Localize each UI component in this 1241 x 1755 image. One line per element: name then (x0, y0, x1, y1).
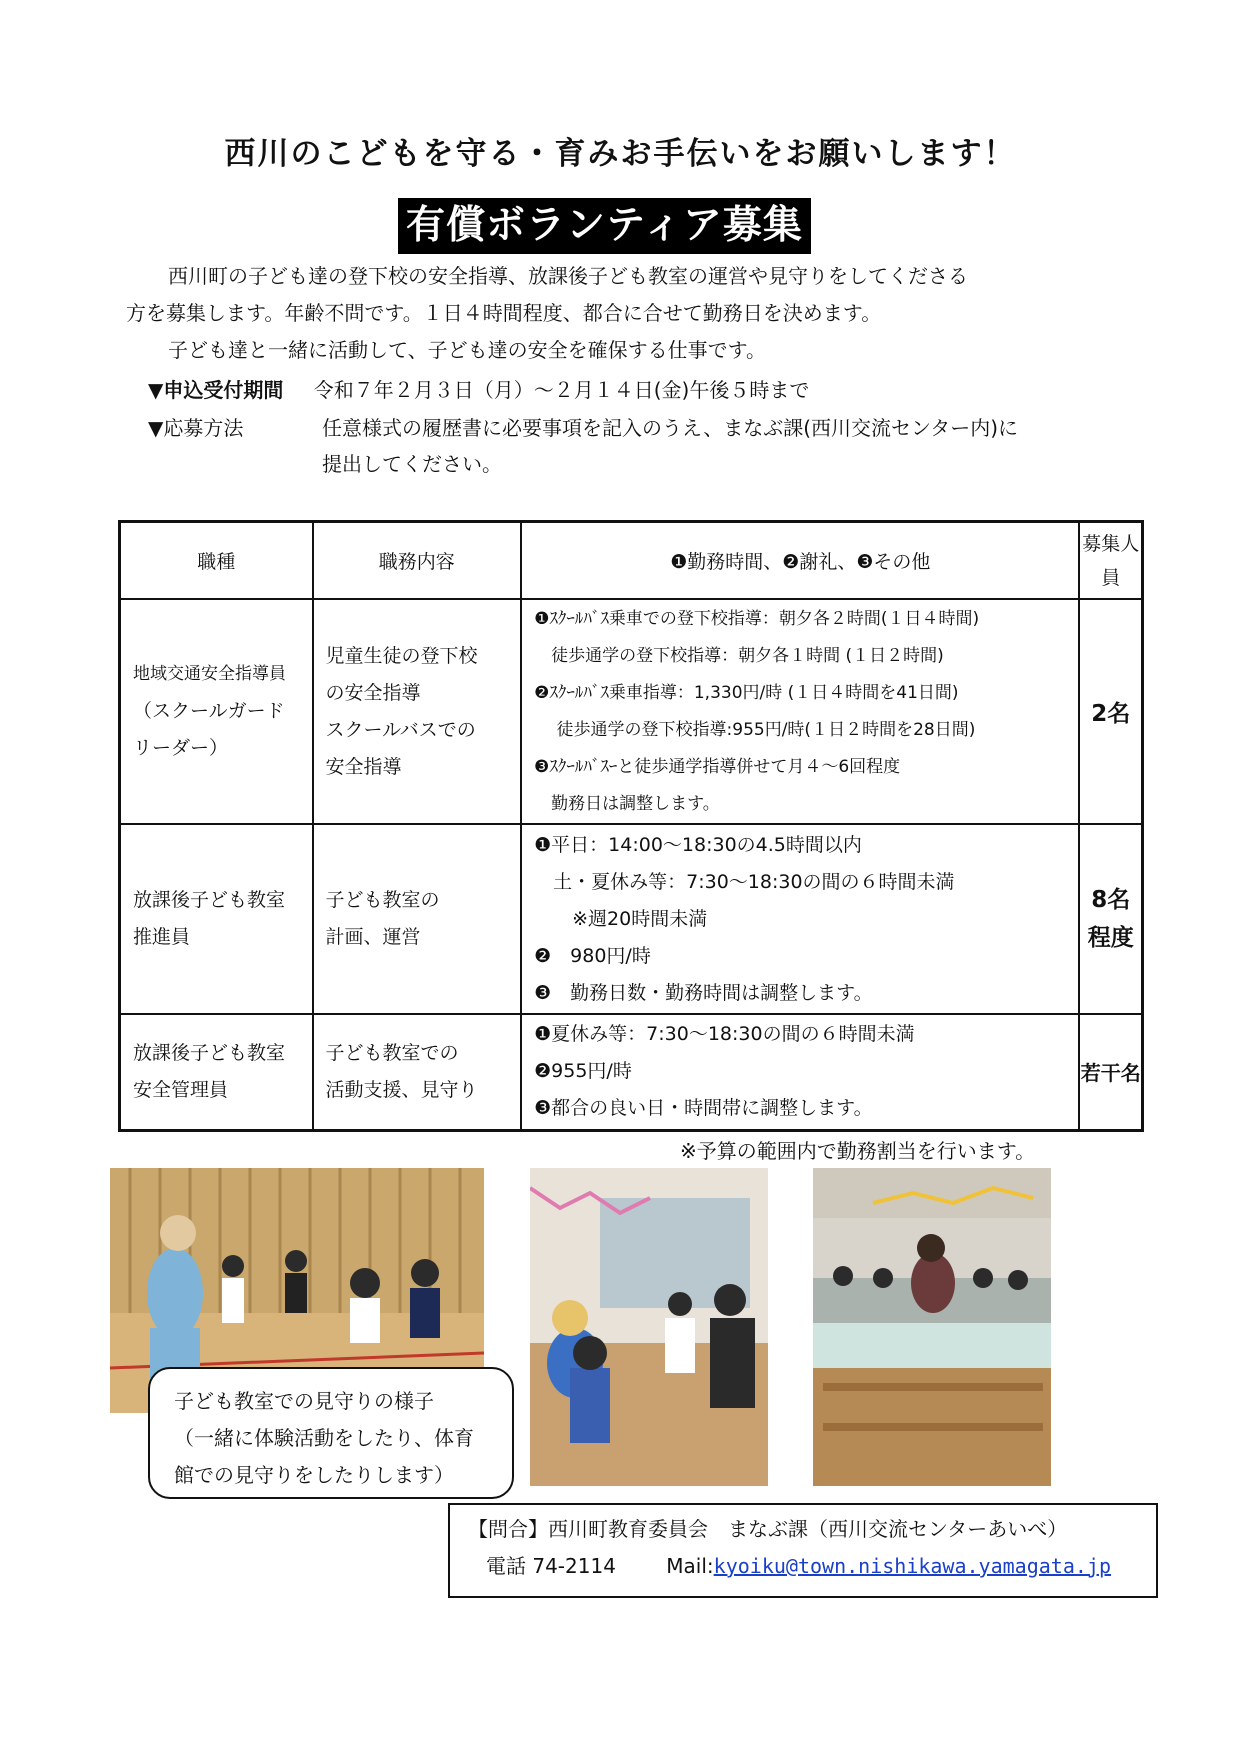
intro-text (126, 258, 1108, 369)
contact-phone: 電話 74-2114 (486, 1554, 616, 1578)
details-cell (521, 824, 1079, 1014)
job-line: 地域交通安全指導員 (133, 664, 286, 684)
job-line: 推進員 (133, 926, 191, 948)
job-cell (120, 1014, 313, 1130)
duty-line: 児童生徒の登下校 (325, 644, 478, 667)
photo-classroom (530, 1168, 768, 1486)
method-label: ▼応募方法 (148, 416, 244, 440)
intro-line: 西川町の子ども達の登下校の安全指導、放課後子ども教室の運営や見守りをしてくださる (148, 264, 968, 288)
caption-line: 館での見守りをしたりします） (174, 1463, 454, 1487)
duty-line: 安全指導 (325, 755, 402, 778)
caption-line: 子ども教室での見守りの様子 (174, 1389, 434, 1413)
job-table (118, 520, 1144, 1132)
job-line: 安全管理員 (133, 1078, 229, 1101)
photo-classroom-art (530, 1168, 768, 1486)
count-cell: 8名程度 (1079, 824, 1142, 1014)
duty-cell (313, 599, 522, 824)
job-line: 放課後子ども教室 (133, 1041, 286, 1064)
details-line: ❸ 勤務日数・勤務時間は調整します。 (534, 981, 873, 1004)
job-line: 放課後子ども教室 (133, 889, 286, 911)
caption-line: （一緒に体験活動をしたり、体育 (174, 1426, 474, 1450)
header-job: 職種 (120, 522, 313, 600)
period-value: 令和７年２月３日（月）～２月１４日(金)午後５時まで (313, 378, 810, 402)
photo-classroom-tables-art (813, 1168, 1051, 1486)
table-row (120, 1014, 1143, 1130)
table-header-row (120, 522, 1143, 600)
duty-line: 活動支援、見守り (325, 1078, 478, 1101)
details-line: ※週20時間未満 (534, 907, 708, 930)
contact-line: 【問合】西川町教育委員会 まなぶ課（西川交流センターあいべ） (468, 1517, 1068, 1541)
table-row (120, 599, 1143, 824)
job-cell (120, 599, 313, 824)
details-line: ❶平日：14:00～18:30の4.5時間以内 (534, 833, 862, 856)
table-row (120, 824, 1143, 1014)
duty-line: 子ども教室での (325, 1041, 459, 1064)
page-title: 有償ボランティア募集 (398, 198, 811, 254)
duty-cell (313, 1014, 522, 1130)
page-subtitle: 西川のこどもを守る・育みお手伝いをお願いします！ (224, 136, 1017, 172)
details-line: 勤務日は調整します。 (534, 793, 720, 814)
photo-classroom-tables (813, 1168, 1051, 1486)
details-line: ❷955円/時 (534, 1060, 632, 1083)
count-cell: 若干名 (1079, 1014, 1142, 1130)
duty-cell (313, 824, 522, 1014)
budget-note: ※予算の範囲内で勤務割当を行います。 (680, 1139, 1036, 1163)
details-line: ❶ｽｸｰﾙﾊﾞｽ乗車での登下校指導：朝夕各２時間(１日４時間) (534, 608, 980, 629)
duty-line: 計画、運営 (325, 926, 421, 948)
details-cell (521, 599, 1079, 824)
contact-box (448, 1503, 1158, 1598)
job-line: リーダー） (133, 737, 229, 759)
details-line: 土・夏休み等：7:30～18:30の間の６時間未満 (534, 870, 955, 893)
header-duty: 職務内容 (313, 522, 522, 600)
details-line: ❷ 980円/時 (534, 944, 651, 967)
header-count: 募集人員 (1079, 522, 1142, 600)
duty-line: 子ども教室の (325, 889, 440, 911)
contact-mail-link[interactable]: kyoiku@town.nishikawa.yamagata.jp (713, 1554, 1112, 1578)
details-line: ❸都合の良い日・時間帯に調整します。 (534, 1097, 873, 1120)
details-cell (521, 1014, 1079, 1130)
period-label: ▼申込受付期間 (148, 378, 284, 402)
header-details: ❶勤務時間、❷謝礼、❸その他 (521, 522, 1079, 600)
details-line: ❷ｽｸｰﾙﾊﾞｽ乗車指導：1,330円/時 (１日４時間を41日間) (534, 682, 959, 703)
photo-caption-bubble (148, 1367, 514, 1499)
count-cell: 2名 (1079, 599, 1142, 824)
details-line: 徒歩通学の登下校指導:955円/時(１日２時間を28日間) (534, 719, 976, 740)
duty-line: スクールバスでの (325, 718, 476, 741)
job-line: （スクールガード (133, 700, 285, 722)
details-line: ❸ｽｸｰﾙﾊﾞｽｰと徒歩通学指導併せて月４～6回程度 (534, 756, 901, 777)
details-line: 徒歩通学の登下校指導：朝夕各１時間 (１日２時間) (534, 645, 944, 666)
intro-line: 方を募集します。年齢不問です。１日４時間程度、都合に合せて勤務日を決めます。 (126, 301, 882, 325)
job-cell (120, 824, 313, 1014)
method-line: 提出してください。 (322, 452, 502, 476)
details-line: ❶夏休み等：7:30～18:30の間の６時間未満 (534, 1023, 915, 1046)
contact-mail-label: Mail: (666, 1554, 714, 1578)
duty-line: の安全指導 (325, 681, 421, 704)
method-line: 任意様式の履歴書に必要事項を記入のうえ、まなぶ課(西川交流センター内)に (322, 416, 1019, 440)
intro-line: 子ども達と一緒に活動して、子ども達の安全を確保する仕事です。 (148, 338, 766, 362)
period-row (148, 374, 809, 407)
contact-phone-row (468, 1548, 1156, 1585)
